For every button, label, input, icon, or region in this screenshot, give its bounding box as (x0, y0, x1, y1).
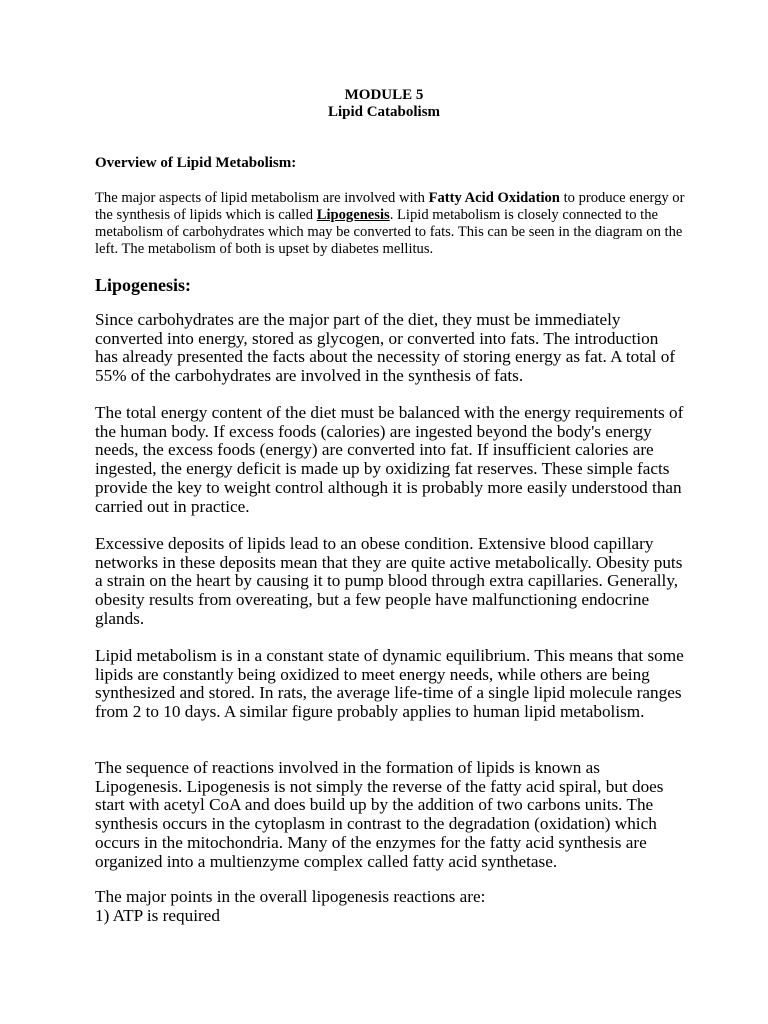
list-item-atp-required: 1) ATP is required (95, 906, 220, 925)
intro-text-1: The major aspects of lipid metabolism are involved with (95, 190, 429, 206)
overview-heading: Overview of Lipid Metabolism: (95, 155, 297, 171)
intro-text-3: . Lipid metabolism is closely connected to the metabolism of carbohydrates which may be converted to fats. This can be seen in the diagram on the left. The metabolism of both is upset by diabetes mellitus. (95, 207, 683, 257)
paragraph-energy-balance: The total energy content of the diet must be balanced with the energy requirements of the human body. If excess foods (calories) are ingested beyond the body's energy needs, the excess foods (energy) are converted into fat. If insufficient calories are ingested, the energy deficit is made up by oxidizing fat reserves. These simple facts provide the key to weight control although it is probably more easily understood than carried out in practice. (95, 403, 684, 516)
term-lipogenesis: Lipogenesis (316, 207, 390, 223)
lipogenesis-heading: Lipogenesis: (95, 275, 192, 295)
intro-paragraph (95, 190, 685, 258)
title-block (0, 87, 768, 121)
module-subtitle: Lipid Catabolism (327, 104, 441, 120)
intro-text-2: to produce energy or the synthesis of lipids which is called (95, 190, 685, 223)
term-fatty-acid-oxidation: Fatty Acid Oxidation (428, 190, 560, 206)
paragraph-major-points: The major points in the overall lipogenesis reactions are: (95, 887, 486, 906)
paragraph-carbohydrates: Since carbohydrates are the major part of the diet, they must be immediately converted into energy, stored as glycogen, or converted into fats. The introduction has already presented the facts about the necessity of storing energy as fat. A total of 55% of the carbohydrates are involved in the synthesis of fats. (95, 310, 676, 386)
paragraph-obesity: Excessive deposits of lipids lead to an obese condition. Extensive blood capillary networks in these deposits mean that they are quite active metabolically. Obesity puts a strain on the heart by causing it to pump blood through extra capillaries. Generally, obesity results from overeating, but a few people have malfunctioning endocrine glands. (95, 534, 683, 628)
paragraph-lipogenesis-sequence: The sequence of reactions involved in the formation of lipids is known as Lipogenesis. Lipogenesis is not simply the reverse of the fatty acid spiral, but does start with acetyl CoA and does build up by the addition of two carbons units. The synthesis occurs in the cytoplasm in contrast to the degradation (oxidation) which occurs in the mitochondria. Many of the enzymes for the fatty acid synthesis are organized into a multienzyme complex called fatty acid synthetase. (95, 758, 664, 871)
paragraph-dynamic-equilibrium: Lipid metabolism is in a constant state of dynamic equilibrium. This means that some lipids are constantly being oxidized to meet energy needs, while others are being synthesized and stored. In rats, the average life-time of a single lipid molecule ranges from 2 to 10 days. A similar figure probably applies to human lipid metabolism. (95, 646, 684, 722)
module-title: MODULE 5 (344, 87, 424, 103)
